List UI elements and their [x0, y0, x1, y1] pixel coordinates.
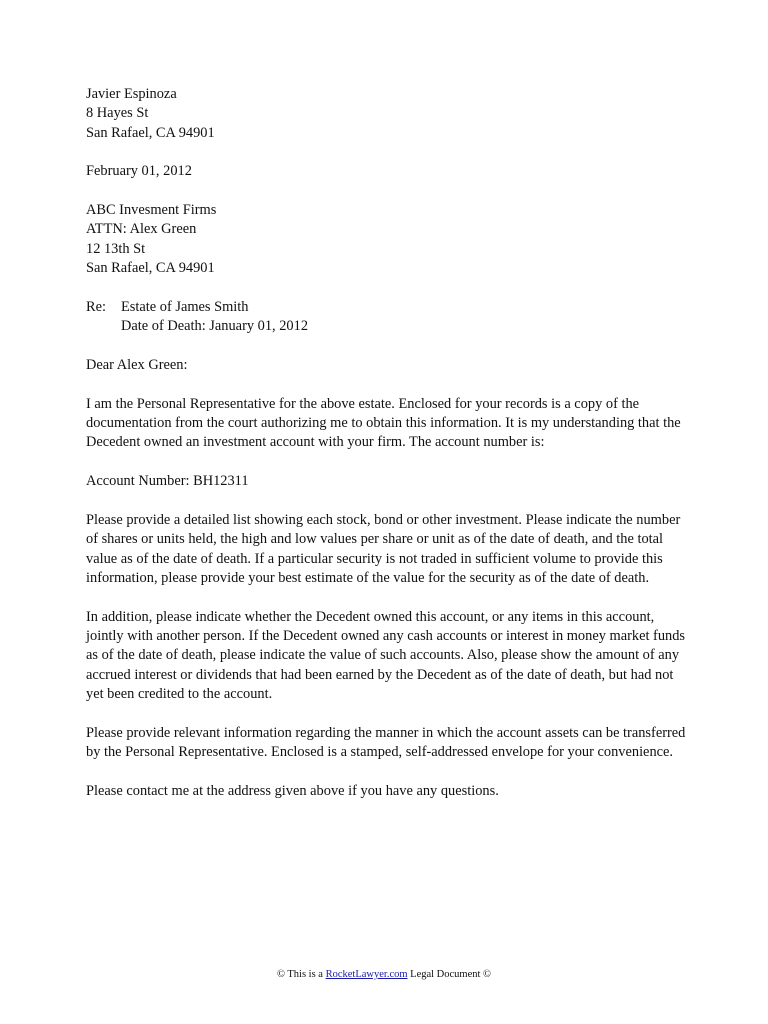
recipient-address	[86, 201, 686, 278]
account-number: Account Number: BH12311	[86, 473, 249, 490]
sender-address	[86, 85, 686, 143]
re-date-of-death: Date of Death: January 01, 2012	[121, 318, 309, 335]
footer-suffix: Legal Document ©	[410, 969, 492, 980]
paragraph-investment-list: Please provide a detailed list showing each stock, bond or other investment. Please indicate the number of shares or units held, the high and low values per share or unit as of the date of death, and the total value as of the date of death. If a particular security is not traded in sufficient volume to provide this information, please provide your best estimate of the value for the security as of the date of death.	[86, 511, 681, 586]
sender-name: Javier Espinoza	[86, 86, 177, 102]
footer-link[interactable]: RocketLawyer.com	[325, 969, 408, 980]
salutation-block	[86, 356, 686, 375]
paragraph-contact: Please contact me at the address given above if you have any questions.	[86, 782, 499, 799]
recipient-attn: ATTN: Alex Green	[86, 221, 197, 238]
footer-prefix: © This is a	[276, 969, 323, 980]
footer-notice	[0, 968, 768, 981]
paragraph-transfer: Please provide relevant information regarding the manner in which the account assets can be transferred by the Personal Representative. Enclosed is a stamped, self-addressed envelope for your convenience.	[86, 724, 686, 760]
recipient-company: ABC Invesment Firms	[86, 202, 217, 219]
letter-date: February 01, 2012	[86, 163, 192, 180]
recipient-street: 12 13th St	[86, 240, 146, 257]
re-label: Re:	[86, 298, 106, 315]
recipient-city: San Rafael, CA 94901	[86, 260, 215, 277]
letter-body	[86, 85, 686, 821]
letter-date-block	[86, 162, 686, 181]
sender-street: 8 Hayes St	[86, 105, 149, 122]
subject-reference	[86, 298, 686, 337]
paragraph-joint-ownership: In addition, please indicate whether the Decedent owned this account, or any items in this account, jointly with another person. If the Decedent owned any cash accounts or interest in money market funds as of the date of death, please indicate the value of such accounts. Also, please show the amount of any accrued interest or dividends that had been earned by the Decedent as of the date of death, but had not yet been credited to the account.	[86, 608, 686, 702]
salutation: Dear Alex Green:	[86, 356, 188, 373]
paragraph-intro: I am the Personal Representative for the above estate. Enclosed for your records is a copy of the documentation from the court authorizing me to obtain this information. It is my understanding that the Decedent owned an investment account with your firm. The account number is:	[86, 395, 681, 451]
re-estate: Estate of James Smith	[121, 298, 249, 315]
re-lines	[121, 298, 308, 337]
sender-city: San Rafael, CA 94901	[86, 124, 215, 141]
